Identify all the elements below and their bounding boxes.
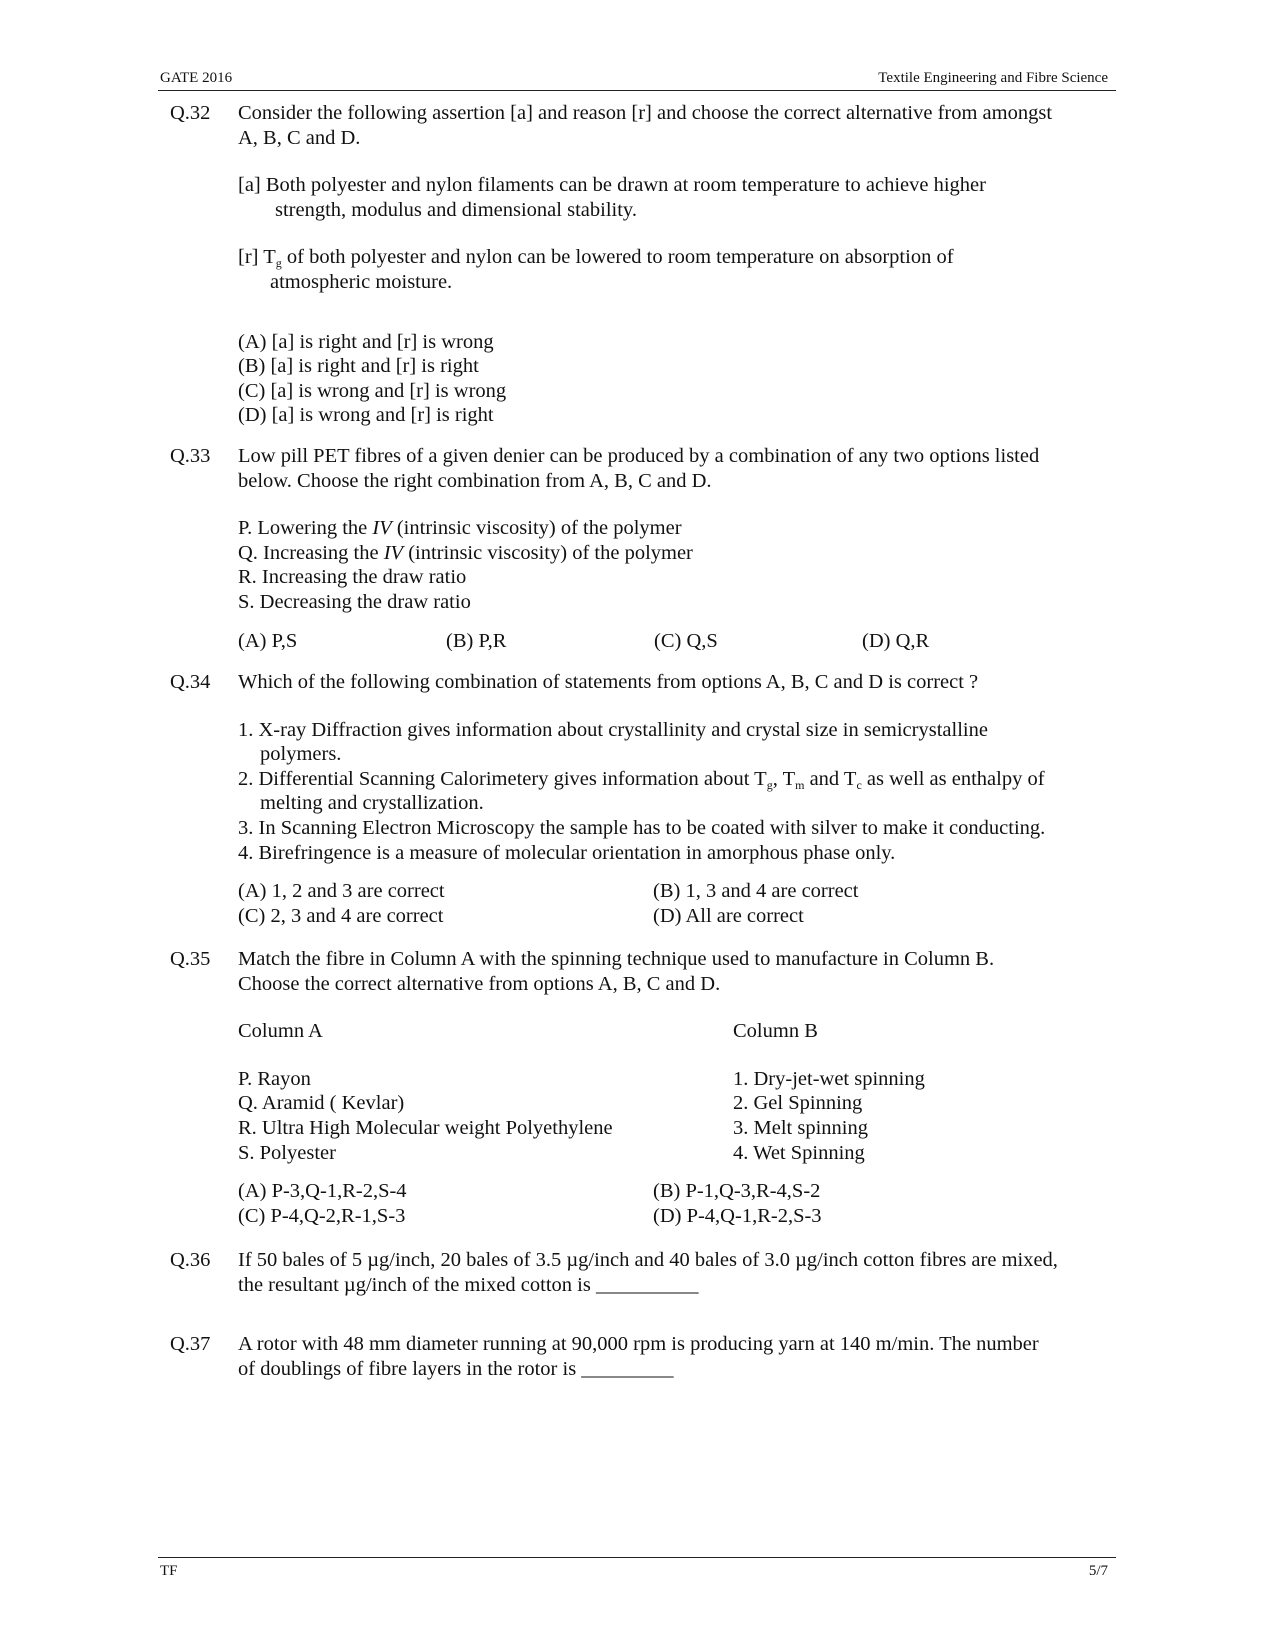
- question-32: [170, 101, 1115, 428]
- option-c: (C) [a] is wrong and [r] is wrong: [238, 379, 507, 402]
- column-a-item: S. Polyester: [238, 1141, 336, 1164]
- statement-2-cont: melting and crystallization.: [260, 792, 484, 815]
- reason-prefix: [r] T: [238, 246, 276, 269]
- question-stem: A rotor with 48 mm diameter running at 90,000 rpm is producing yarn at 140 m/min. The number: [238, 1333, 1039, 1355]
- question-37: [170, 1332, 1115, 1381]
- column-b-header: Column B: [733, 1020, 818, 1043]
- column-a-item: P. Rayon: [238, 1067, 311, 1090]
- question-stem: Which of the following combination of statements from options A, B, C and D is correct ?: [238, 671, 979, 693]
- question-34: [170, 670, 1115, 928]
- reason-line: atmospheric moisture.: [270, 270, 453, 293]
- statement-q: Q. Increasing the IV (intrinsic viscosity) of the polymer: [238, 541, 693, 564]
- assertion-line: [a] Both polyester and nylon filaments can be drawn at room temperature to achieve higher: [238, 174, 986, 197]
- statement-list: [238, 718, 1115, 866]
- question-stem: Match the fibre in Column A with the spinning technique used to manufacture in Column B.: [238, 948, 995, 970]
- assertion: [238, 173, 1115, 222]
- statement-r: R. Increasing the draw ratio: [238, 566, 467, 589]
- statement-3: 3. In Scanning Electron Microscopy the sample has to be coated with silver to make it conducting.: [238, 816, 1046, 839]
- question-35: [170, 947, 1115, 1228]
- options: [238, 1179, 1115, 1228]
- question-stem: A, B, C and D.: [238, 126, 361, 149]
- iv-abbrev: IV: [383, 541, 404, 564]
- subscript: g: [275, 256, 282, 271]
- statement-1: 1. X-ray Diffraction gives information about crystallinity and crystal size in semicrystalline: [238, 718, 988, 741]
- question-stem: Low pill PET fibres of a given denier can be produced by a combination of any two options listed: [238, 445, 1040, 467]
- option-a: (A) [a] is right and [r] is wrong: [238, 330, 494, 353]
- option-b: (B) P-1,Q-3,R-4,S-2: [653, 1180, 821, 1203]
- statement-s: S. Decreasing the draw ratio: [238, 590, 471, 613]
- option-d: (D) [a] is wrong and [r] is right: [238, 404, 494, 427]
- header-subject: Textile Engineering and Fibre Science: [878, 70, 1108, 86]
- footer-divider: [158, 1557, 1116, 1558]
- options: [238, 330, 1115, 428]
- column-a-item: R. Ultra High Molecular weight Polyethylene: [238, 1116, 613, 1139]
- statement-p: P. Lowering the IV (intrinsic viscosity) of the polymer: [238, 517, 682, 540]
- option-b: (B) P,R: [446, 629, 507, 652]
- option-b: (B) [a] is right and [r] is right: [238, 355, 479, 378]
- column-a-header: Column A: [238, 1020, 323, 1043]
- header-divider: [158, 90, 1116, 91]
- statement-list: [238, 516, 1115, 614]
- column-headers: [238, 1019, 1115, 1044]
- statement-2: 2. Differential Scanning Calorimetery gives information about $T_g$, $T_m$ and $T_c$ as well as enthalpy of: [238, 767, 1045, 792]
- option-a: (A) P-3,Q-1,R-2,S-4: [238, 1180, 407, 1203]
- question-stem: Consider the following assertion [a] and reason [r] and choose the correct alternative from amongst: [238, 102, 1053, 124]
- reason-line: of both polyester and nylon can be lowered to room temperature on absorption of: [281, 246, 954, 269]
- question-stem: If 50 bales of 5 µg/inch, 20 bales of 3.5 µg/inch and 40 bales of 3.0 µg/inch cotton fibres are mixed,: [238, 1249, 1058, 1271]
- question-number: Q.32: [170, 102, 211, 124]
- statement-1-cont: polymers.: [260, 743, 342, 766]
- option-a: (A) 1, 2 and 3 are correct: [238, 880, 445, 903]
- footer-page-number: 5/7: [1088, 1563, 1108, 1579]
- question-stem: below. Choose the right combination from A, B, C and D.: [238, 469, 712, 492]
- option-c: (C) 2, 3 and 4 are correct: [238, 904, 444, 927]
- column-b-item: 3. Melt spinning: [733, 1116, 868, 1139]
- assertion-line: strength, modulus and dimensional stability.: [275, 198, 637, 221]
- option-a: (A) P,S: [238, 629, 298, 652]
- question-36: [170, 1248, 1115, 1297]
- option-d: (D) All are correct: [653, 904, 804, 927]
- question-stem: the resultant µg/inch of the mixed cotton is __________: [238, 1273, 699, 1296]
- options: [238, 629, 1115, 654]
- reason: [238, 245, 1115, 294]
- column-a-item: Q. Aramid ( Kevlar): [238, 1092, 405, 1115]
- header-exam: GATE 2016: [160, 70, 233, 86]
- column-b-item: 2. Gel Spinning: [733, 1092, 863, 1115]
- option-b: (B) 1, 3 and 4 are correct: [653, 880, 859, 903]
- match-table: [238, 1067, 1115, 1165]
- statement-4: 4. Birefringence is a measure of molecular orientation in amorphous phase only.: [238, 841, 896, 864]
- option-c: (C) P-4,Q-2,R-1,S-3: [238, 1204, 406, 1227]
- options: [238, 879, 1115, 928]
- question-stem: Choose the correct alternative from options A, B, C and D.: [238, 972, 721, 995]
- footer-paper-code: TF: [160, 1563, 178, 1579]
- question-number: Q.34: [170, 671, 211, 693]
- column-b: [733, 1067, 925, 1165]
- column-b-item: 1. Dry-jet-wet spinning: [733, 1067, 925, 1090]
- question-33: [170, 444, 1115, 653]
- column-b-item: 4. Wet Spinning: [733, 1141, 865, 1164]
- iv-abbrev: IV: [372, 517, 392, 540]
- option-d: (D) P-4,Q-1,R-2,S-3: [653, 1204, 822, 1227]
- question-number: Q.35: [170, 948, 211, 970]
- question-number: Q.37: [170, 1333, 211, 1355]
- question-number: Q.33: [170, 445, 211, 467]
- option-d: (D) Q,R: [862, 629, 930, 652]
- column-a: [238, 1067, 733, 1165]
- question-number: Q.36: [170, 1249, 211, 1271]
- question-stem: of doublings of fibre layers in the rotor is _________: [238, 1357, 674, 1380]
- option-c: (C) Q,S: [654, 629, 718, 652]
